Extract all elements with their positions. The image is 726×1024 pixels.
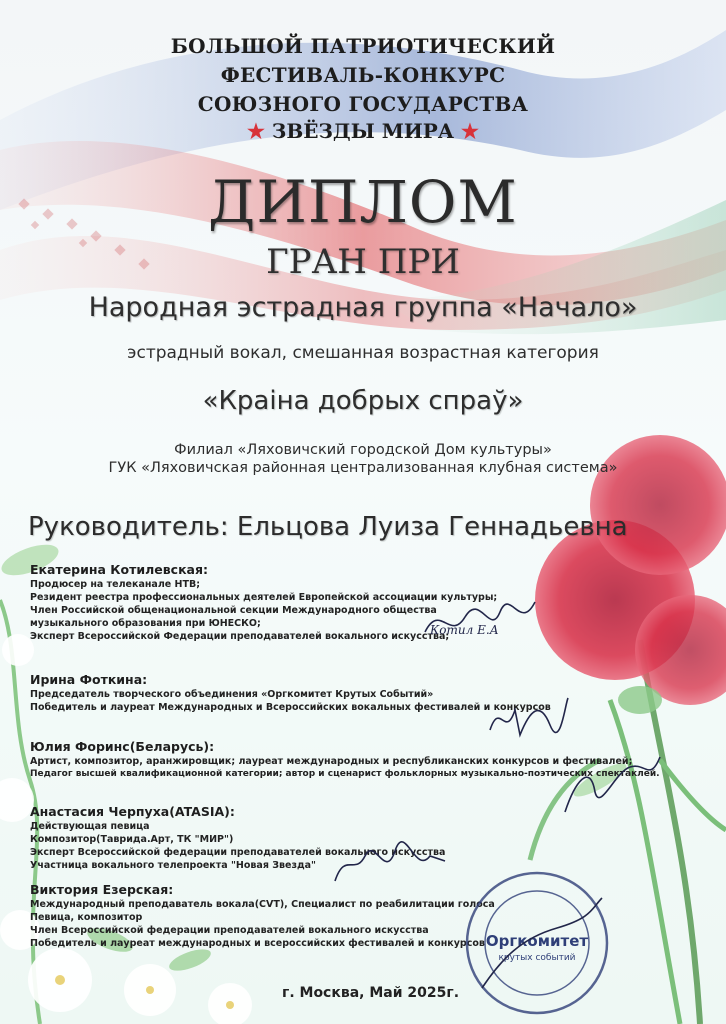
jury-line: Эксперт Всероссийской Федерации преподавателей вокального искусства; <box>30 631 450 642</box>
leader-name: Руководитель: Ельцова Луиза Геннадьевна <box>28 512 628 542</box>
jury-line: Продюсер на телеканале НТВ; <box>30 579 201 590</box>
stamp-subtitle: крутых событий <box>498 953 576 963</box>
festival-name-line3: СОЮЗНОГО ГОСУДАРСТВА <box>197 92 529 116</box>
jury-line: Действующая певица <box>30 821 150 832</box>
festival-name-line2: ФЕСТИВАЛЬ-КОНКУРС <box>220 63 506 87</box>
jury-line: Эксперт Всероссийской федерации преподавателей вокального искусства <box>30 847 446 858</box>
jury-name: Юлия Форинс(Беларусь): <box>30 739 215 754</box>
jury-line: музыкального образования при ЮНЕСКО; <box>30 618 261 629</box>
jury-name: Ирина Фоткина: <box>30 672 148 687</box>
jury-line: Международный преподаватель вокала(CVT), Специалист по реабилитации голоса <box>30 899 495 910</box>
star-icon: ★ <box>247 119 265 143</box>
jury-line: Певица, композитор <box>30 912 143 923</box>
jury-name: Екатерина Котилевская: <box>30 562 209 577</box>
signature-forins <box>555 752 665 822</box>
jury-line: Композитор(Таврида.Арт, ТК "МИР") <box>30 834 234 845</box>
jury-line: Победитель и лауреат международных и всероссийских фестивалей и конкурсов <box>30 938 485 949</box>
diploma-title: ДИПЛОМ <box>208 168 518 236</box>
jury-line: Резидент реестра профессиональных деятелей Европейской ассоциации культуры; <box>30 592 498 603</box>
signature-kotilevskaya <box>420 592 540 652</box>
jury-line: Педагог высшей квалификационной категории; автор и сценарист фольклорных музыкально-поэтических спектаклей. <box>30 769 660 779</box>
jury-member-1 <box>30 561 720 643</box>
jury-name: Анастасия Черпуха(ATASIA): <box>30 804 235 819</box>
jury-line: Член Российской общенациональной секции Международного общества <box>30 605 437 616</box>
jury-line: Победитель и лауреат Международных и Всероссийских вокальных фестивалей и конкурсов <box>30 702 551 713</box>
signature-fotkina <box>480 690 570 745</box>
jury-member-2 <box>30 671 720 714</box>
festival-subtitle: ЗВЁЗДЫ МИРА <box>271 119 455 143</box>
signature-text: Котил Е.А <box>430 623 499 637</box>
star-icon: ★ <box>461 119 479 143</box>
city-date: г. Москва, Май 2025г. <box>282 985 460 1001</box>
signature-chernukha <box>330 836 450 891</box>
jury-member-5 <box>30 881 720 950</box>
jury-line: Председатель творческого объединения «Оргкомитет Крутых Событий» <box>30 689 434 700</box>
organizer-stamp <box>462 868 612 1018</box>
festival-name-line1: БОЛЬШОЙ ПАТРИОТИЧЕСКИЙ <box>170 34 556 58</box>
group-name: Народная эстрадная группа «Начало» <box>88 292 638 323</box>
org-line1: Филиал «Ляховичский городской Дом культуры» <box>174 442 552 458</box>
song-title: «Краіна добрых спраў» <box>202 386 524 416</box>
jury-line: Участница вокального телепроекта "Новая Звезда" <box>30 860 316 871</box>
jury-line: Член Всероссийской федерации преподавателей вокального искусства <box>30 925 429 936</box>
stamp-title: Оргкомитет <box>485 932 589 950</box>
festival-name-line4 <box>0 119 726 143</box>
jury-name: Виктория Езерская: <box>30 882 174 897</box>
org-line2: ГУК «Ляховичская районная централизованная клубная система» <box>108 460 618 476</box>
award-title: ГРАН ПРИ <box>266 242 460 282</box>
category-text: эстрадный вокал, смешанная возрастная категория <box>127 343 599 363</box>
jury-line: Артист, композитор, аранжировщик; лауреат международных и республиканских конкурсов и фестивалей; <box>30 756 633 767</box>
